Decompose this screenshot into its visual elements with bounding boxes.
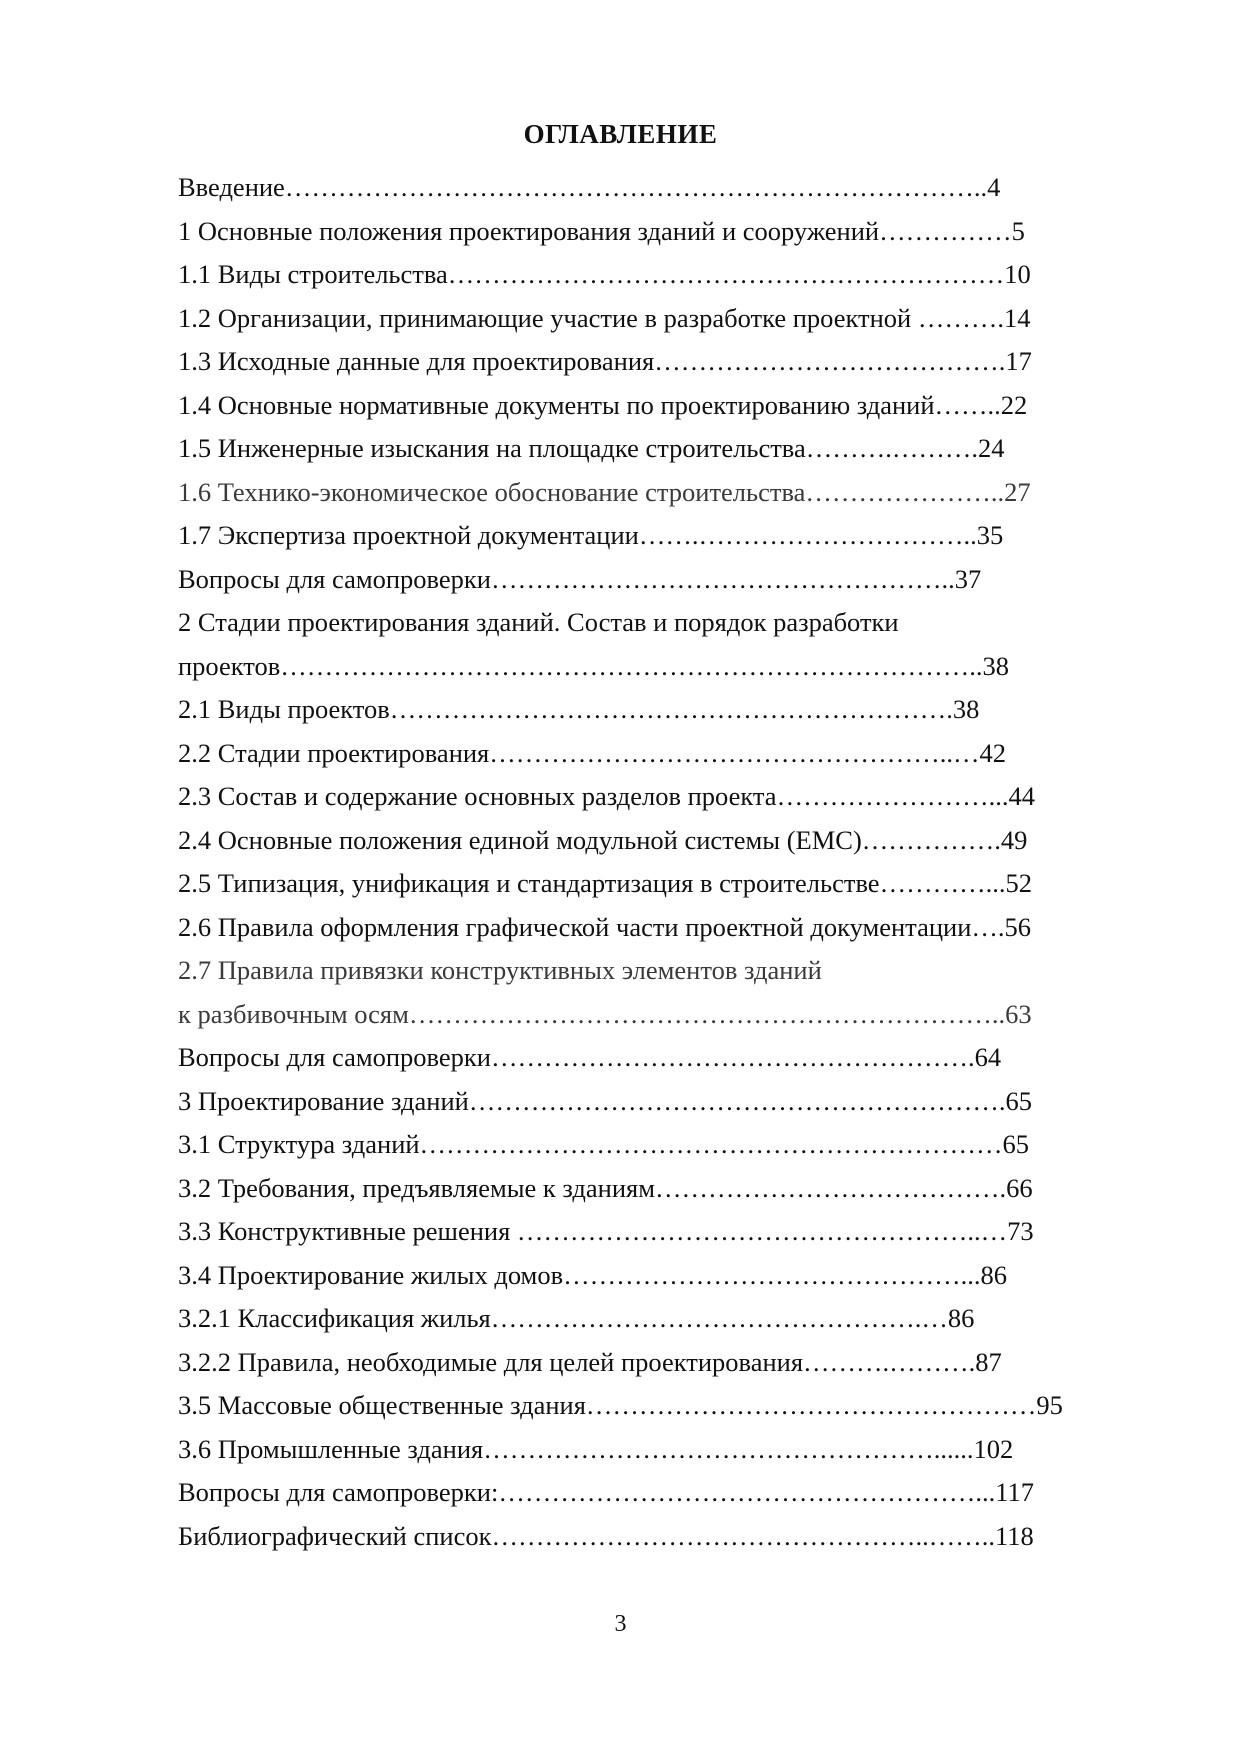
toc-entry: 1.6 Технико-экономическое обоснование строительства…………………..27 (178, 476, 1031, 507)
toc-entry: 3.2 Требования, предъявляемые к зданиям………………………………….66 (178, 1172, 1033, 1203)
toc-entry: 1 Основные положения проектирования зданий и сооружений……………5 (178, 215, 1025, 246)
toc-entry: Библиографический список…………………………………………..……..118 (178, 1520, 1034, 1551)
toc-entry: 2.1 Виды проектов……………………………………………………….38 (178, 694, 980, 724)
toc-entry: 3.3 Конструктивные решения ……………………………………………..…73 (178, 1216, 1034, 1246)
toc-entry: 1.1 Виды строительства………………………………………………………10 (178, 259, 1031, 289)
toc-entry: 2.6 Правила оформления графической части проектной документации….56 (178, 911, 1032, 942)
toc-entry: 3.5 Массовые общественные здания……………………………………………95 (178, 1390, 1063, 1420)
toc-entry: 3.2.1 Классификация жилья………………………………………….…86 (178, 1303, 975, 1333)
toc-entry: 3.2.2 Правила, необходимые для целей проектирования……….……….87 (178, 1346, 1002, 1377)
toc-entry: 1.7 Экспертиза проектной документации…….…………………………..35 (178, 520, 1004, 550)
toc-entry: Вопросы для самопроверки……………………………………………..37 (178, 563, 982, 594)
toc-entry: 3 Проектирование зданий…………………………………………………….65 (178, 1085, 1032, 1116)
toc-entry: 2.5 Типизация, унификация и стандартизация в строительстве…………...52 (178, 868, 1032, 898)
toc-entry: 1.3 Исходные данные для проектирования………………………………….17 (178, 346, 1032, 376)
toc-entry: 3.6 Промышленные здания……………………………………………......102 (178, 1433, 1014, 1464)
toc-entry: 3.4 Проектирование жилых домов………………………………………...86 (178, 1259, 1007, 1290)
toc-entry: к разбивочным осям…………………………………………………………..63 (178, 998, 1032, 1029)
toc-entry: 2 Стадии проектирования зданий. Состав и порядок разработки (178, 607, 899, 637)
toc-entry: Вопросы для самопроверки……………………………………………….64 (178, 1042, 1002, 1072)
toc-entry: 3.1 Структура зданий…………………………………………………………65 (178, 1129, 1030, 1159)
toc-title: ОГЛАВЛЕНИЕ (523, 119, 718, 149)
toc-entry: 2.7 Правила привязки конструктивных элементов зданий (178, 955, 822, 985)
toc-entry: проектов……………………………………………………………………..38 (178, 650, 1010, 681)
toc-entry: 2.2 Стадии проектирования……………………………………………..…42 (178, 737, 1006, 768)
toc-entry: 1.4 Основные нормативные документы по проектированию зданий……..22 (178, 389, 1028, 420)
toc-entry: 2.3 Состав и содержание основных разделов проекта……………………...44 (178, 781, 1035, 811)
toc-entry: Введение……………………………………………………………………..4 (178, 172, 1001, 202)
toc-entry: 1.5 Инженерные изыскания на площадке строительства……….……….24 (178, 433, 1005, 463)
page-number: 3 (614, 1611, 627, 1637)
toc-entry: 2.4 Основные положения единой модульной системы (ЕМС)…………….49 (178, 824, 1028, 855)
toc-entry: 1.2 Организации, принимающие участие в разработке проектной ……….14 (178, 302, 1031, 333)
table-of-contents (178, 166, 1112, 1558)
toc-entry: Вопросы для самопроверки:………………………………………………...117 (178, 1477, 1034, 1507)
